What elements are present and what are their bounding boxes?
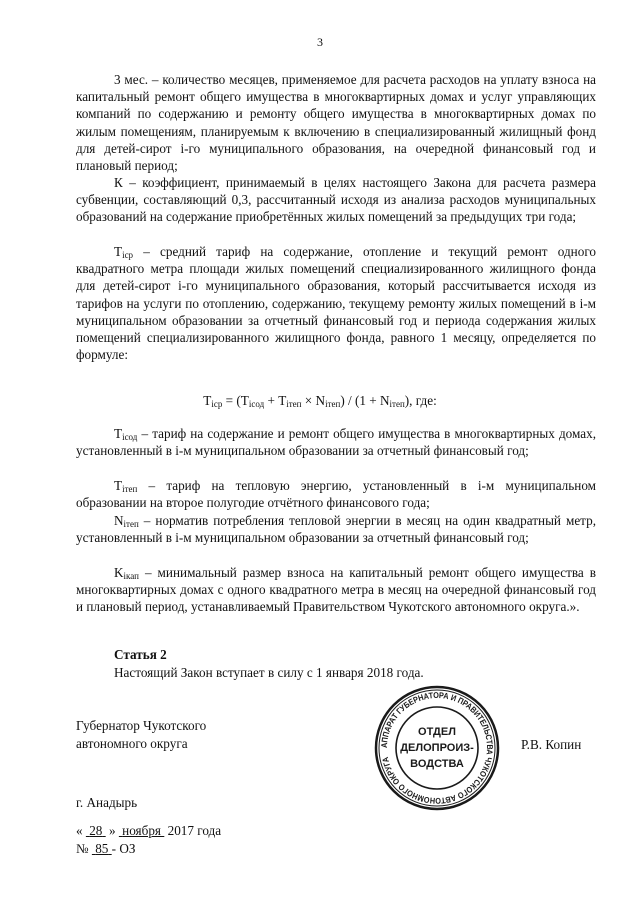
- number-value: 85: [95, 841, 109, 856]
- paragraph-coefficient: К – коэффициент, принимаемый в целях настоящего Закона для расчета размера субвенции, составляющий 0,3, рассчитанный исходя из анализа расходов муниципальных образований на содержание приобретённых жилых помещений за предыдущих три года;: [76, 175, 596, 225]
- stamp-ring-text: АППАРАТ ГУБЕРНАТОРА И ПРАВИТЕЛЬСТВА ЧУКОТСКОГО АВТОНОМНОГО ОКРУГА: [378, 689, 496, 807]
- date-month: ноября: [122, 823, 161, 838]
- symbol-t: T: [114, 244, 123, 259]
- paragraph-heat-norm: $N_{iтеп}$ – норматив потребления тепловой энергии в месяц на один квадратный метр, установленный в i-м муниципальном образовании за отчетный финансовый год;: [76, 513, 597, 546]
- stamp-line-1: ОТДЕЛ: [418, 726, 456, 738]
- signatory-position: [76, 717, 206, 752]
- article-text: Настоящий Закон вступает в силу с 1 января 2018 года.: [114, 665, 424, 680]
- article-title: Статья 2: [114, 647, 167, 662]
- place: г. Анадырь: [76, 795, 138, 810]
- document-number: № 85 - ОЗ: [76, 841, 136, 856]
- paragraph-months: 3 мес. – количество месяцев, применяемое для расчета расходов на уплату взноса на капитальный ремонт общего имущества в многоквартирных домах и услуг управляющих компаний по содержанию и ремонту общего имущества в многоквартирных домах по жилым помещениям, планируемым к включению в специализированный жилищный фонд для детей-сирот i-го муниципального образования, на очередной финансовый год и плановый период;: [76, 72, 596, 174]
- subscript-icr: icр: [122, 250, 134, 260]
- formula: $T_{icр} = (T_{icод} + T_{iтеп} \times N_{iтеп}) / (1 + N_{iтеп})$, где:: [203, 393, 437, 409]
- page-number: 3: [317, 35, 323, 49]
- position-line-2: автономного округа: [76, 735, 188, 751]
- official-stamp: [372, 683, 502, 813]
- stamp-line-2: ДЕЛОПРОИЗ-: [400, 742, 474, 754]
- paragraph-capital-repair: $K_{iкап}$ – минимальный размер взноса на капитальный ремонт общего имущества в многоквартирных домах с одного квадратного метра в месяц на очередной финансовый год и плановый период, устанавливаемый Правительством Чукотского автономного округа.».: [76, 565, 596, 615]
- stamp-line-3: ВОДСТВА: [410, 758, 464, 770]
- date-day: 28: [89, 823, 103, 838]
- paragraph-tariff-maintenance: $T_{icод}$ – тариф на содержание и ремонт общего имущества в многоквартирных домах, установленный в i-м муниципальном образовании за отчетный финансовый год;: [76, 426, 596, 459]
- position-line-1: Губернатор Чукотского: [76, 718, 207, 733]
- paragraph-tariff-heat: $T_{iтеп}$ – тариф на тепловую энергию, установленный в i-м муниципальном образовании на второе полугодие отчётного финансового года;: [76, 478, 597, 511]
- signatory-name: Р.В. Копин: [521, 737, 582, 752]
- document-date: « 28 » ноября 2017 года: [76, 823, 222, 838]
- dash: –: [133, 244, 160, 259]
- paragraph-text: средний тариф на содержание, отопление и текущий ремонт одного квадратного метра площади жилых помещений специализированного жилищного фонда для детей-сирот i-го муниципального образования, который рассчитывается исходя из тарифов на услуги по отоплению, содержанию, текущему ремонту жилых помещений в i-м муниципальном образовании за отчетный финансовый год и периода содержания жилых помещений специализированного жилищного фонда, равного 1 месяцу, определяется по формуле:: [76, 244, 596, 363]
- paragraph-average-tariff: [76, 243, 596, 363]
